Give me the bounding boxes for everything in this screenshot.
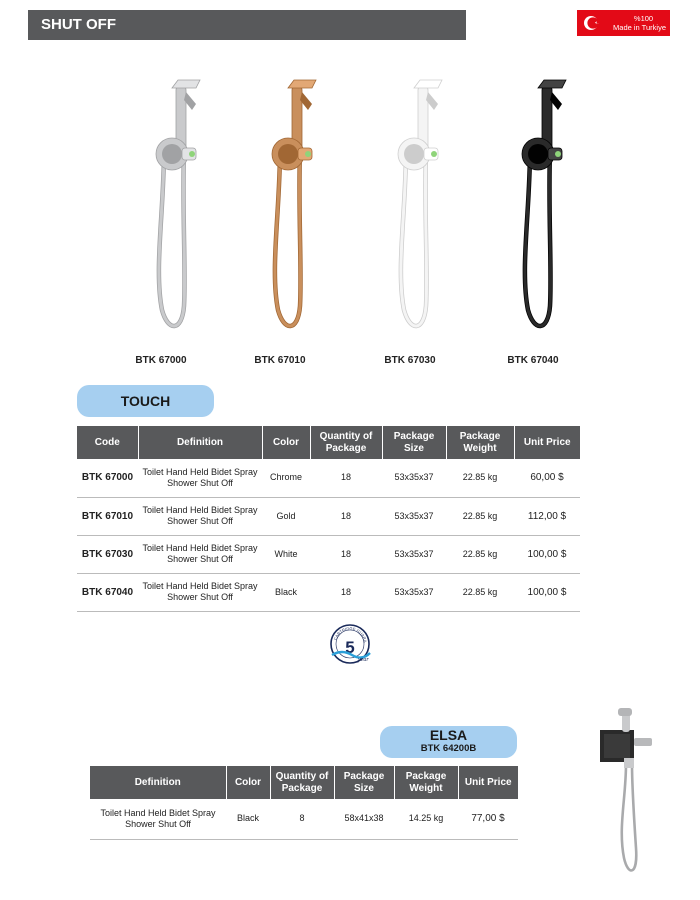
- definition-cell: Toilet Hand Held Bidet Spray Shower Shut Off: [138, 497, 262, 535]
- product-code-label: BTK 67030: [384, 355, 436, 366]
- percent-label: %100: [633, 14, 654, 23]
- color-cell: Black: [262, 573, 310, 611]
- size-cell: 53x35x37: [382, 573, 446, 611]
- size-cell: 58x41x38: [334, 799, 394, 839]
- product-image-black: [500, 70, 590, 330]
- product-image-chrome: [134, 70, 224, 330]
- column-header: Definition: [138, 426, 262, 459]
- size-cell: 53x35x37: [382, 497, 446, 535]
- definition-cell: Toilet Hand Held Bidet Spray Shower Shut Off: [138, 535, 262, 573]
- product-code-label: BTK 67010: [254, 355, 306, 366]
- product-code-label: BTK 67000: [135, 355, 187, 366]
- column-header: Package Size: [382, 426, 446, 459]
- warranty-seal-icon: [328, 622, 372, 666]
- price-cell: 60,00 $: [514, 459, 580, 497]
- series-label-touch: TOUCH: [77, 385, 214, 417]
- quantity-cell: 18: [310, 497, 382, 535]
- column-header: Definition: [90, 766, 226, 799]
- table-row: [77, 459, 580, 497]
- table-row: [77, 573, 580, 611]
- touch-price-table: [77, 426, 580, 612]
- weight-cell: 14.25 kg: [394, 799, 458, 839]
- code-cell: BTK 67000: [77, 459, 138, 497]
- color-cell: Black: [226, 799, 270, 839]
- quantity-cell: 18: [310, 459, 382, 497]
- table-row: [77, 535, 580, 573]
- color-cell: White: [262, 535, 310, 573]
- definition-cell: Toilet Hand Held Bidet Spray Shower Shut Off: [90, 799, 226, 839]
- quantity-cell: 18: [310, 573, 382, 611]
- elsa-price-table: [90, 766, 518, 840]
- series-name: ELSA: [429, 727, 468, 743]
- table-row: [77, 497, 580, 535]
- column-header: Quantity of Package: [310, 426, 382, 459]
- section-title: SHUT OFF: [28, 10, 466, 40]
- series-code: BTK 64200B: [420, 743, 477, 754]
- made-in-label: Made in Turkiye: [613, 23, 666, 32]
- code-cell: BTK 67010: [77, 497, 138, 535]
- quantity-cell: 18: [310, 535, 382, 573]
- product-image-gold: [250, 70, 340, 330]
- size-cell: 53x35x37: [382, 459, 446, 497]
- table-row: [90, 799, 518, 839]
- product-image-elsa: [598, 708, 658, 880]
- weight-cell: 22.85 kg: [446, 459, 514, 497]
- product-image-white: [376, 70, 466, 330]
- quantity-cell: 8: [270, 799, 334, 839]
- series-label-elsa: [380, 726, 517, 758]
- column-header: Color: [226, 766, 270, 799]
- price-cell: 100,00 $: [514, 573, 580, 611]
- weight-cell: 22.85 kg: [446, 497, 514, 535]
- weight-cell: 22.85 kg: [446, 535, 514, 573]
- svg-text:CARTRIDGE GUARANTEE: CARTRIDGE GUARA: [332, 625, 368, 643]
- column-header: Quantity of Package: [270, 766, 334, 799]
- price-cell: 77,00 $: [458, 799, 518, 839]
- column-header: Color: [262, 426, 310, 459]
- turkish-flag-icon: [577, 10, 607, 36]
- code-cell: BTK 67040: [77, 573, 138, 611]
- definition-cell: Toilet Hand Held Bidet Spray Shower Shut Off: [138, 573, 262, 611]
- product-code-label: BTK 67040: [507, 355, 559, 366]
- color-cell: Gold: [262, 497, 310, 535]
- made-in-turkiye-badge: [577, 10, 670, 36]
- code-cell: BTK 67030: [77, 535, 138, 573]
- table-header-row: [77, 426, 580, 459]
- price-cell: 100,00 $: [514, 535, 580, 573]
- product-gallery: [118, 70, 588, 340]
- column-header: Package Size: [334, 766, 394, 799]
- column-header: Package Weight: [394, 766, 458, 799]
- color-cell: Chrome: [262, 459, 310, 497]
- svg-text:year: year: [358, 657, 369, 663]
- column-header: Code: [77, 426, 138, 459]
- column-header: Unit Price: [514, 426, 580, 459]
- column-header: Package Weight: [446, 426, 514, 459]
- weight-cell: 22.85 kg: [446, 573, 514, 611]
- size-cell: 53x35x37: [382, 535, 446, 573]
- price-cell: 112,00 $: [514, 497, 580, 535]
- svg-text:5: 5: [345, 638, 355, 657]
- definition-cell: Toilet Hand Held Bidet Spray Shower Shut Off: [138, 459, 262, 497]
- table-header-row: [90, 766, 518, 799]
- column-header: Unit Price: [458, 766, 518, 799]
